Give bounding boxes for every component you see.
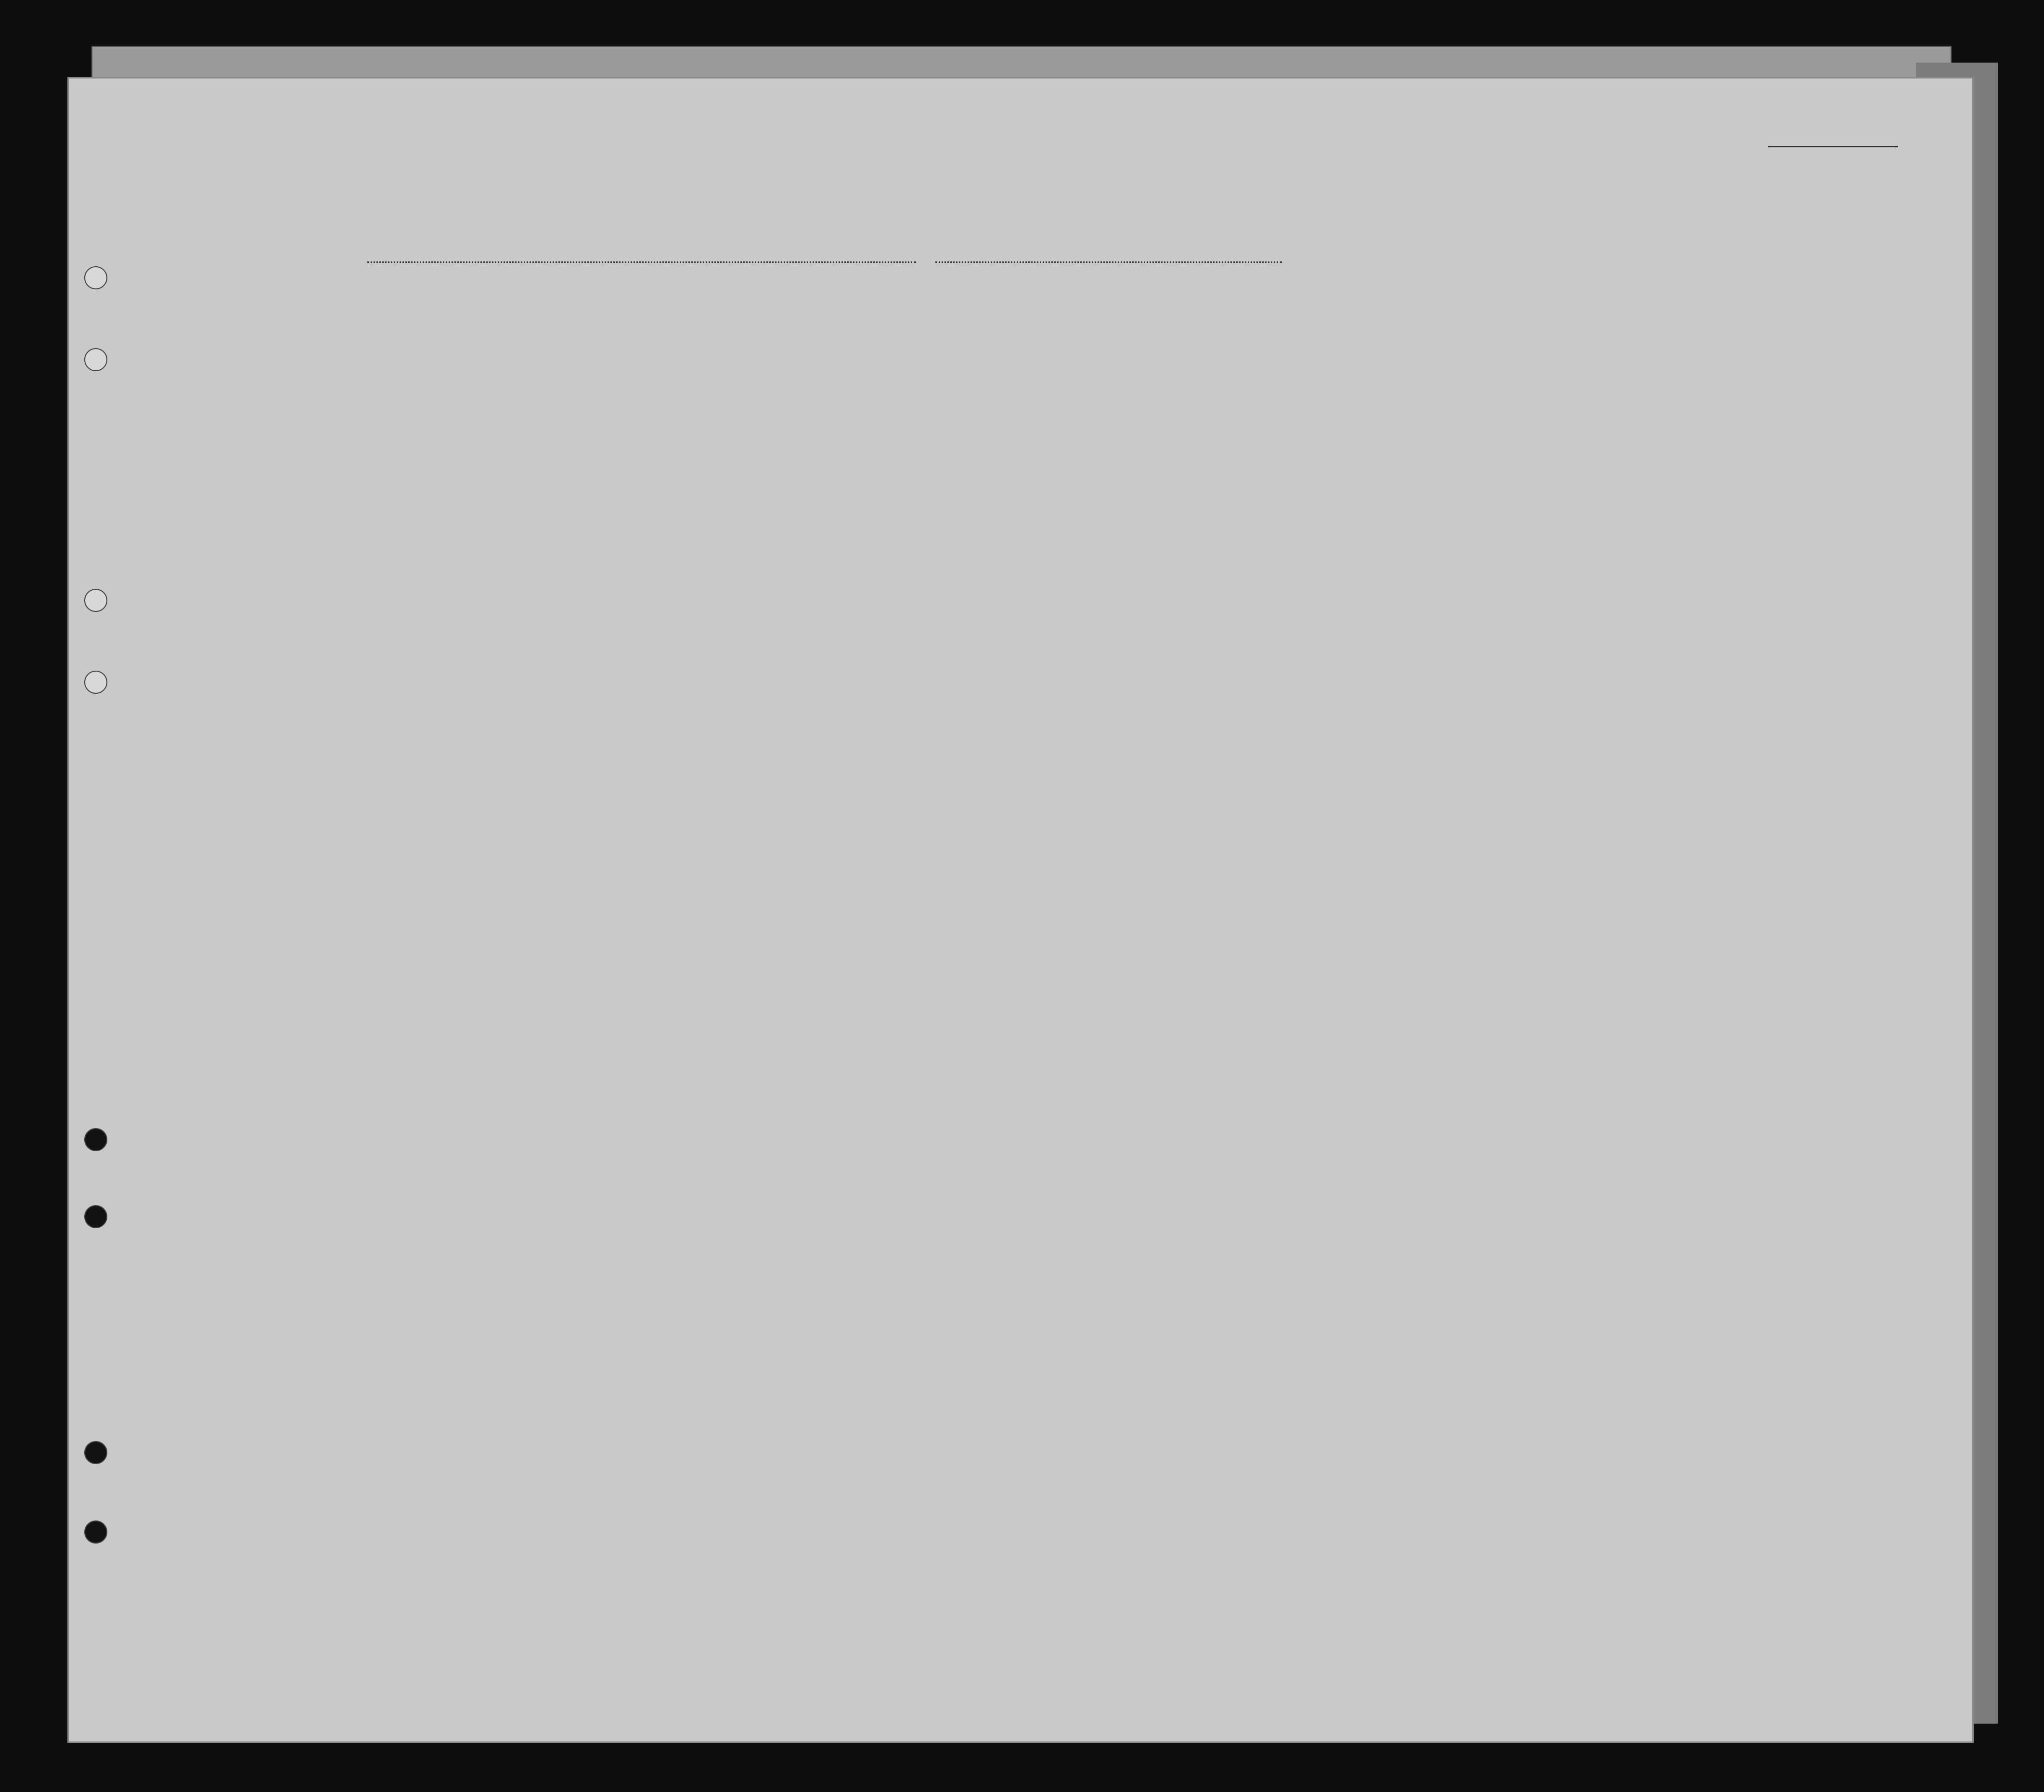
header-prison bbox=[1299, 338, 1319, 483]
manifest-page bbox=[67, 77, 1974, 1743]
header-question-28 bbox=[1373, 338, 1407, 483]
table-grid bbox=[69, 78, 1974, 1743]
header-purpose-citizen bbox=[1255, 348, 1280, 483]
header-polygamist bbox=[1326, 338, 1341, 483]
header-purpose-return bbox=[1158, 338, 1187, 483]
header-fifty-dollars bbox=[709, 329, 728, 483]
header-inches bbox=[1659, 444, 1669, 483]
header-feet bbox=[1639, 444, 1649, 483]
header-deported bbox=[1465, 338, 1489, 483]
header-labor-offer bbox=[1417, 338, 1446, 483]
header-ticket bbox=[598, 329, 618, 483]
header-purpose-length bbox=[1198, 348, 1222, 483]
header-anarchist bbox=[1348, 338, 1363, 483]
